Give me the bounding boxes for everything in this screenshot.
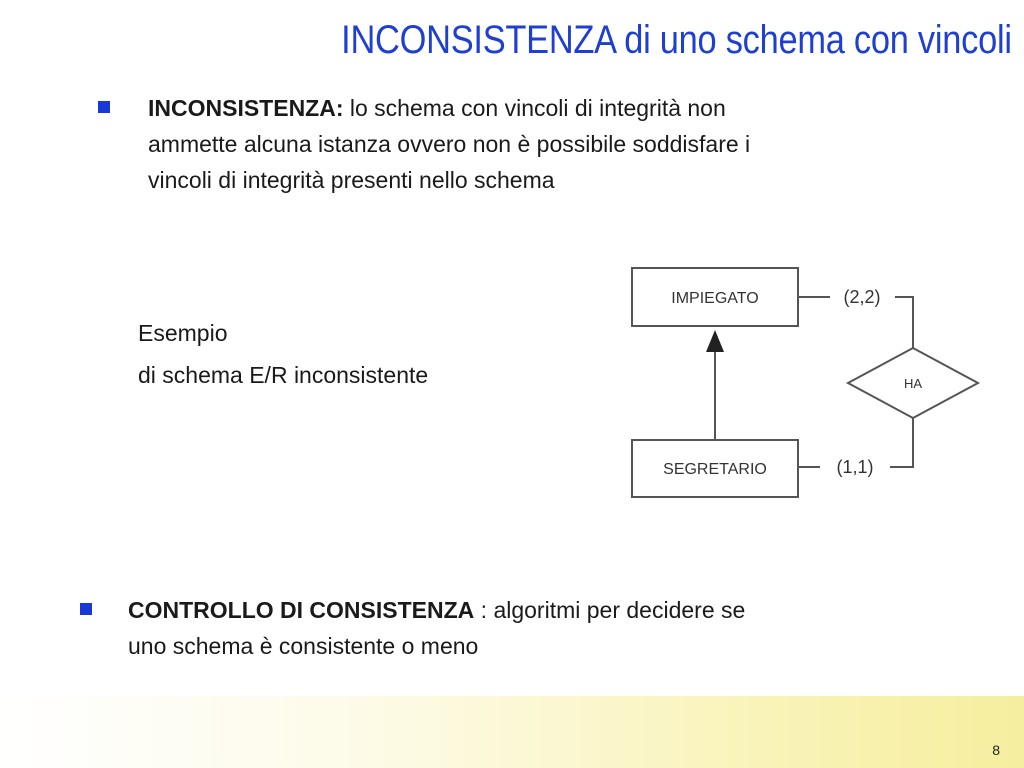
check-line-2: uno schema è consistente o meno [128,633,479,659]
example-line-2: di schema E/R inconsistente [138,362,429,388]
check-paragraph [128,592,948,664]
definition-term: INCONSISTENZA: [148,95,344,121]
check-line-1 [128,592,948,628]
generalization-arrowhead-icon [706,330,724,352]
check-term: CONTROLLO DI CONSISTENZA [128,597,475,623]
bullet-square-icon [80,603,92,615]
definition-line-3: vincoli di integrità presenti nello schema [148,167,555,193]
entity-segretario-label: SEGRETARIO [663,461,767,478]
slide-title: INCONSISTENZA di uno schema con vincoli [341,18,1012,62]
definition-line-2: ammette alcuna istanza ovvero non è possibile soddisfare i [148,131,751,157]
connector-bottom-right [890,418,913,467]
definition-text-1: lo schema con vincoli di integrità non [343,95,726,121]
cardinality-top: (2,2) [843,287,881,307]
page-number: 8 [992,742,1000,758]
cardinality-bottom: (1,1) [836,457,874,477]
example-line-1: Esempio [138,320,228,346]
relationship-ha-label: HA [903,376,923,391]
check-text-1: : algoritmi per decidere se [474,597,746,623]
entity-impiegato-label: IMPIEGATO [671,290,759,307]
connector-top-right [895,297,913,348]
